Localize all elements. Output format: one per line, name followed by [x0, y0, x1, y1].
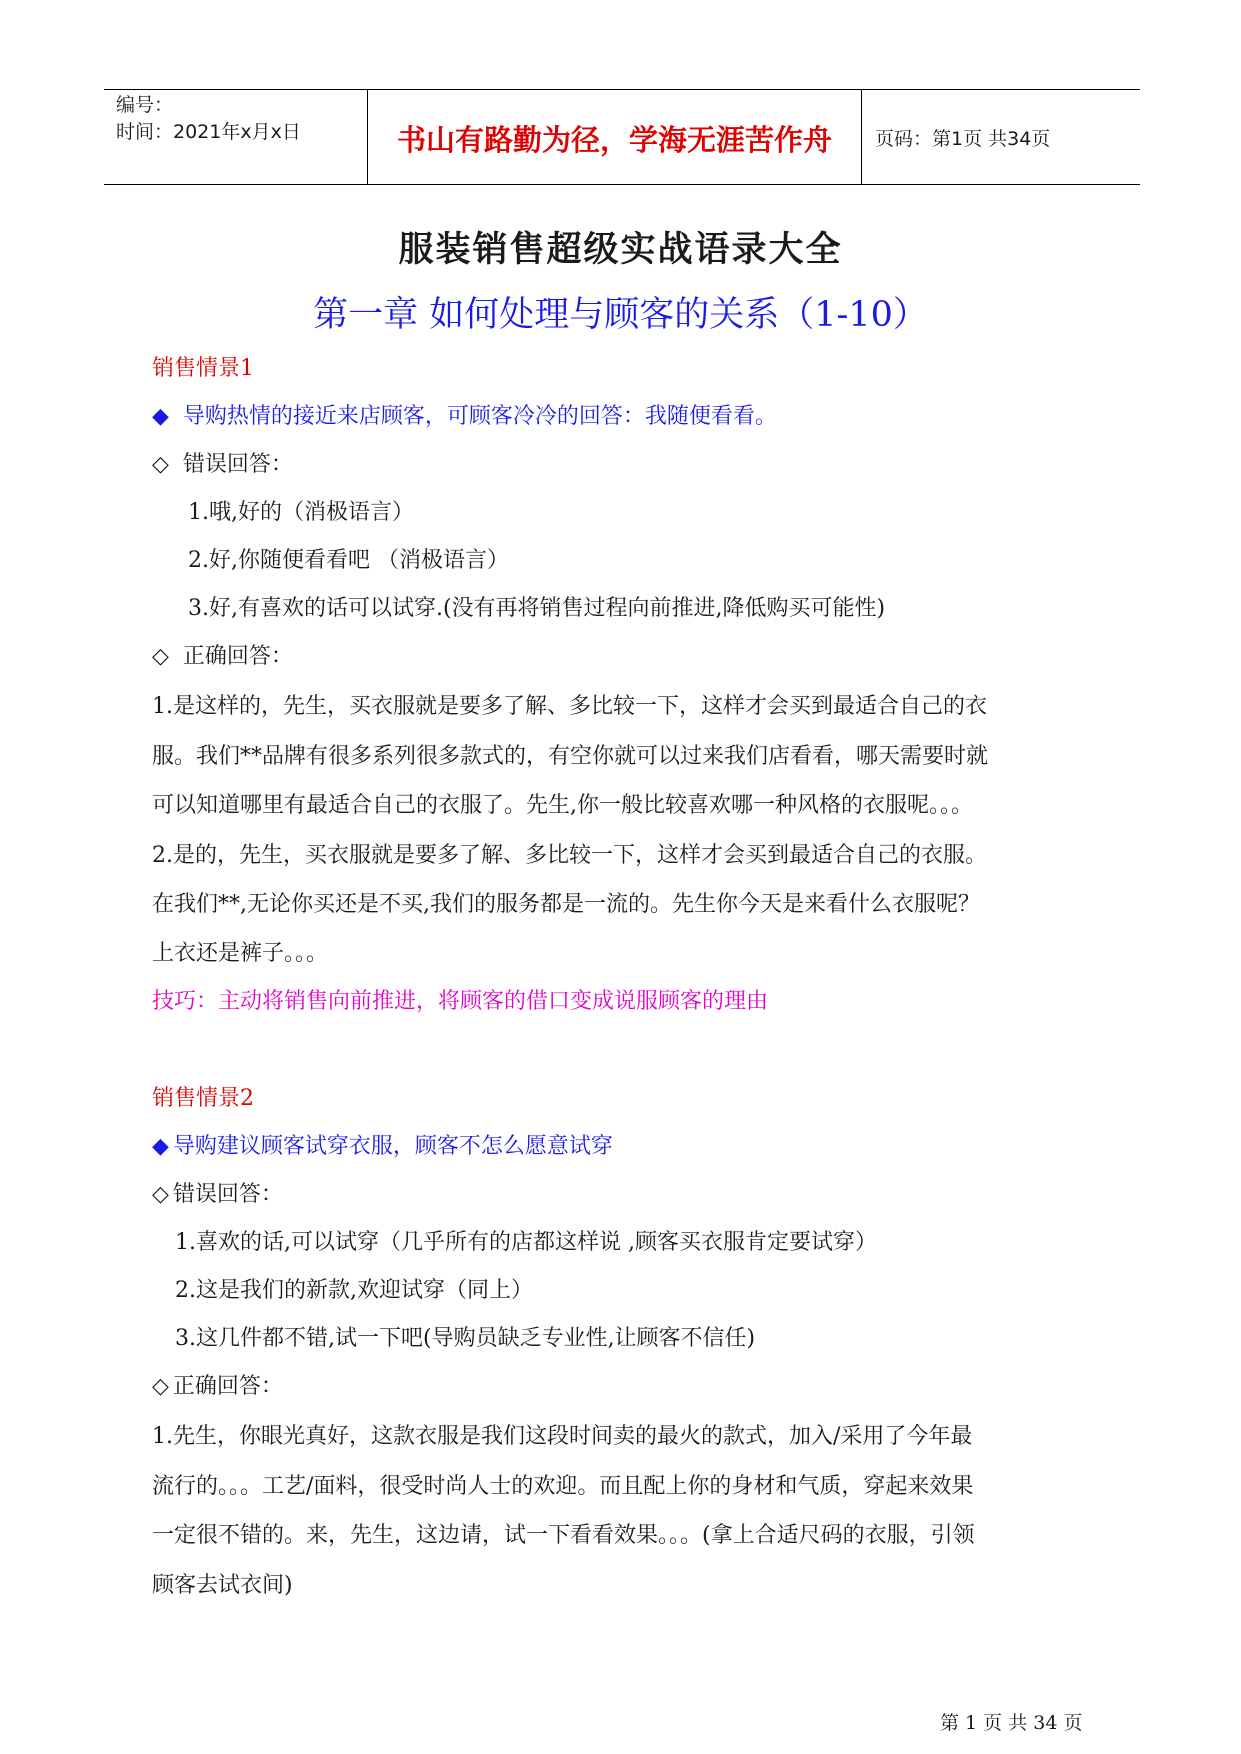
- scenario1-right-line: 在我们**,无论你买还是不买,我们的服务都是一流的。先生你今天是来看什么衣服呢？: [152, 892, 980, 917]
- scenario2-right-line: 流行的。。。工艺/面料，很受时尚人士的欢迎。而且配上你的身材和气质，穿起来效果: [152, 1474, 974, 1499]
- right-label-text: 正确回答：: [182, 644, 293, 669]
- scenario1-heading: 销售情景1: [152, 356, 254, 381]
- scenario2-heading: 销售情景2: [152, 1086, 254, 1111]
- scenario2-wrong-item: 2.这是我们的新款,欢迎试穿（同上）: [175, 1278, 533, 1303]
- scenario1-right-line: 2.是的，先生，买衣服就是要多了解、多比较一下，这样才会买到最适合自己的衣服。: [152, 843, 987, 868]
- wrong-label-text: 错误回答：: [172, 1182, 283, 1207]
- scenario2-right-line: 1.先生，你眼光真好，这款衣服是我们这段时间卖的最火的款式，加入/采用了今年最: [152, 1424, 973, 1449]
- scenario2-wrong-label: [152, 1181, 283, 1209]
- scenario1-wrong-label: [152, 451, 293, 479]
- scenario1-situation-text: 导购热情的接近来店顾客，可顾客冷冷的回答：我随便看看。: [182, 404, 777, 429]
- scenario2-right-line: 顾客去试衣间): [152, 1573, 293, 1598]
- scenario2-situation: [152, 1133, 613, 1161]
- scenario2-wrong-item: 3.这几件都不错,试一下吧(导购员缺乏专业性,让顾客不信任): [175, 1326, 756, 1351]
- hollow-diamond-icon: ◇: [152, 452, 169, 477]
- scenario1-right-line: 上衣还是裤子。。。: [152, 941, 329, 966]
- filled-diamond-icon: ◆: [152, 404, 169, 429]
- scenario1-right-label: [152, 643, 293, 671]
- scenario1-situation: [152, 403, 777, 431]
- scenario1-right-line: 1.是这样的，先生，买衣服就是要多了解、多比较一下，这样才会买到最适合自己的衣: [152, 694, 987, 719]
- number-label: 编号：: [116, 94, 174, 116]
- scenario2-situation-text: 导购建议顾客试穿衣服，顾客不怎么愿意试穿: [172, 1134, 613, 1159]
- scenario1-right-line: 服。我们**品牌有很多系列很多款式的，有空你就可以过来我们店看看，哪天需要时就: [152, 744, 989, 769]
- scenario1-wrong-item: 3.好,有喜欢的话可以试穿.(没有再将销售过程向前推进,降低购买可能性): [188, 596, 886, 621]
- scenario1-wrong-item: 2.好,你随便看看吧 （消极语言）: [188, 548, 509, 573]
- wrong-label-text: 错误回答：: [182, 452, 293, 477]
- scenario2-right-label: [152, 1373, 283, 1401]
- hollow-diamond-icon: ◇: [152, 1182, 169, 1207]
- time-label: 时间：2021年x月x日: [116, 121, 301, 143]
- document-header: [104, 89, 1140, 185]
- scenario1-tip: 技巧：主动将销售向前推进，将顾客的借口变成说服顾客的理由: [152, 989, 769, 1014]
- filled-diamond-icon: ◆: [152, 1134, 169, 1159]
- document-title: 服装销售超级实战语录大全: [398, 230, 843, 270]
- scenario2-right-line: 一定很不错的。来，先生，这边请，试一下看看效果。。。(拿上合适尺码的衣服，引领: [152, 1523, 975, 1548]
- hollow-diamond-icon: ◇: [152, 644, 169, 669]
- page-footer: 第 1 页 共 34 页: [940, 1712, 1083, 1734]
- header-motto: 书山有路勤为径，学海无涯苦作舟: [368, 90, 862, 184]
- scenario1-right-line: 可以知道哪里有最适合自己的衣服了。先生,你一般比较喜欢哪一种风格的衣服呢。。。: [152, 793, 973, 818]
- right-label-text: 正确回答：: [172, 1374, 283, 1399]
- scenario1-wrong-item: 1.哦,好的（消极语言）: [188, 500, 414, 525]
- header-meta-cell: [104, 90, 368, 184]
- header-page-info: 页码：第1页 共34页: [875, 127, 1051, 150]
- chapter-title: 第一章 如何处理与顾客的关系（1-10）: [313, 295, 928, 335]
- hollow-diamond-icon: ◇: [152, 1374, 169, 1399]
- scenario2-wrong-item: 1.喜欢的话,可以试穿（几乎所有的店都这样说 ,顾客买衣服肯定要试穿）: [175, 1230, 877, 1255]
